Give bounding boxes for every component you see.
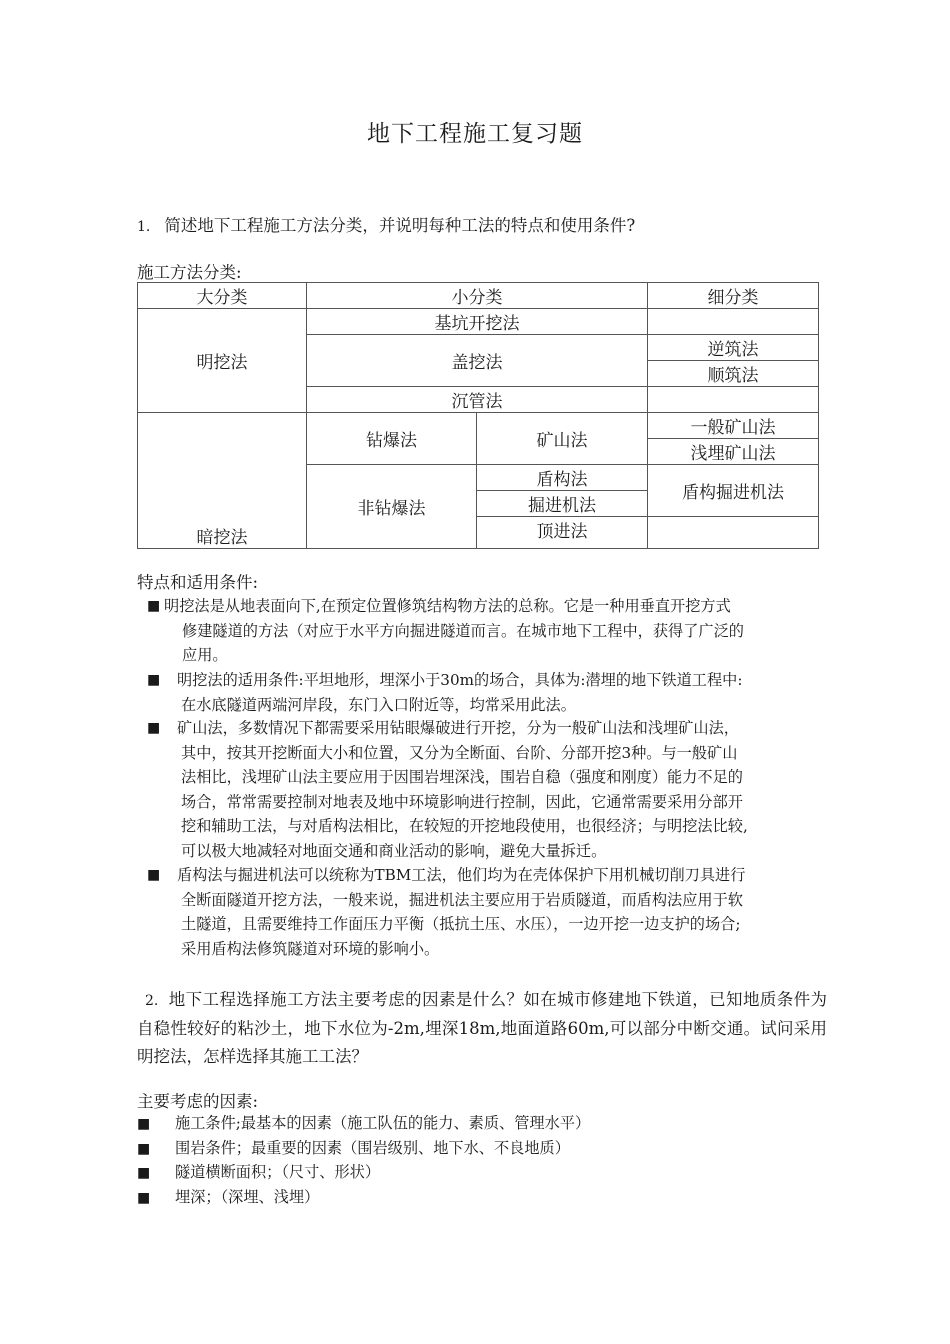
bullet-line: 全断面隧道开挖方法，一般来说，掘进机法主要应用于岩质隧道，而盾构法应用于软 (181, 890, 743, 909)
bullet-line: 盾构法与掘进机法可以统称为TBM工法，他们均为在壳体保护下用机械切削刀具进行 (177, 866, 746, 884)
cell-cover-excavation: 盖挖法 (307, 335, 648, 387)
bullet-line: 在水底隧道两端河岸段，东门入口附近等，均常采用此法。 (181, 695, 576, 714)
bullet-line: 其中，按其开挖断面大小和位置，又分为全断面、台阶、分部开挖3种。与一般矿山 (181, 743, 738, 762)
bullet-line: 法相比，浅埋矿山法主要应用于因围岩埋深浅，围岩自稳（强度和刚度）能力不足的 (181, 768, 743, 786)
factor-item (137, 1137, 570, 1158)
bullet-line: 场合，常常需要控制对地表及地中环境影响进行控制，因此，它通常需要采用分部开 (181, 792, 743, 811)
cell-pipe-jacking: 顶进法 (477, 517, 648, 549)
features-label: 特点和适用条件: (137, 573, 259, 592)
bullet-marker-icon: ■ (137, 1141, 151, 1157)
cell-shield-tbm: 盾构掘进机法 (648, 465, 819, 517)
bullet-marker-icon: ■ (137, 1165, 151, 1181)
cell-immersed-tube: 沉管法 (307, 387, 648, 413)
feature-bullet-shield-tbm (147, 863, 827, 961)
feature-bullet-open-cut-conditions (147, 668, 827, 717)
cell-underground-label: 暗挖法 (196, 528, 248, 548)
question-1 (137, 212, 635, 236)
factor-text: 埋深；（深埋、浅埋） (175, 1188, 320, 1206)
classification-label: 施工方法分类: (137, 263, 242, 282)
bullet-line: 明挖法是从地表面向下,在预定位置修筑结构物方法的总称。它是一种用垂直开挖方式 (164, 597, 731, 615)
factor-text: 围岩条件；最重要的因素（围岩级别、地下水、不良地质） (175, 1139, 570, 1157)
bullet-line: 采用盾构法修筑隧道对环境的影响小。 (181, 939, 440, 958)
feature-bullet-open-cut (147, 594, 827, 668)
cell-tbm: 掘进机法 (477, 491, 648, 517)
bullet-marker-icon: ■ (147, 598, 161, 614)
feature-bullet-mining (147, 716, 827, 863)
bullet-line: 矿山法，多数情况下都需要采用钻眼爆破进行开挖，分为一般矿山法和浅埋矿山法， (177, 719, 739, 737)
cell-general-mining: 一般矿山法 (648, 413, 819, 439)
factor-item (137, 1161, 380, 1182)
bullet-line: 挖和辅助工法，与对盾构法相比，在较短的开挖地段使用，也很经济；与明挖法比较, (181, 817, 748, 835)
bullet-line: 土隧道，且需要维持工作面压力平衡（抵抗土压、水压），一边开挖一边支护的场合; (181, 915, 741, 933)
table-row (138, 309, 819, 335)
cell-shield: 盾构法 (477, 465, 648, 491)
bullet-line: 明挖法的适用条件:平坦地形，埋深小于30m的场合，具体为:潜埋的地下铁道工程中: (177, 671, 743, 689)
question-1-text: 简述地下工程施工方法分类，并说明每种工法的特点和使用条件? (164, 216, 636, 235)
factor-item (137, 1112, 590, 1133)
factors-label: 主要考虑的因素: (137, 1092, 259, 1111)
header-detail: 细分类 (648, 283, 819, 309)
bullet-marker-icon: ■ (137, 1190, 151, 1206)
cell-non-drill-blast: 非钻爆法 (307, 465, 477, 549)
header-major: 大分类 (138, 283, 307, 309)
cell-foundation-pit: 基坑开挖法 (307, 309, 648, 335)
question-2-text: 地下工程选择施工方法主要考虑的因素是什么？如在城市修建地下铁道，已知地质条件为自稳性较好的粘沙土，地下水位为-2m,埋深18m,地面道路60m,可以部分中断交通。试问采用明挖法，怎样选择其施工工法？ (137, 990, 827, 1066)
bullet-line: 应用。 (182, 646, 228, 664)
document-title: 地下工程施工复习题 (367, 121, 583, 147)
cell-underground (138, 413, 307, 549)
cell-shallow-mining: 浅埋矿山法 (648, 439, 819, 465)
bullet-line: 修建隧道的方法（对应于水平方向掘进隧道而言。在城市地下工程中，获得了广泛的 (182, 621, 744, 640)
cell-top-down: 逆筑法 (648, 335, 819, 361)
question-2-number: 2. (145, 993, 159, 1009)
factor-item (137, 1186, 319, 1207)
bullet-marker-icon: ■ (147, 867, 161, 883)
bullet-marker-icon: ■ (147, 720, 161, 736)
cell-empty (648, 517, 819, 549)
cell-bottom-up: 顺筑法 (648, 361, 819, 387)
header-minor: 小分类 (307, 283, 648, 309)
bullet-marker-icon: ■ (147, 672, 161, 688)
classification-table (137, 282, 819, 549)
table-header-row (138, 283, 819, 309)
cell-open-cut: 明挖法 (138, 309, 307, 413)
question-1-number: 1. (137, 219, 151, 235)
cell-mining: 矿山法 (477, 413, 648, 465)
table-row (138, 413, 819, 439)
factor-text: 隧道横断面积；（尺寸、形状） (175, 1163, 381, 1181)
bullet-line: 可以极大地减轻对地面交通和商业活动的影响，避免大量拆迁。 (181, 841, 607, 860)
question-2 (137, 986, 827, 1071)
cell-empty (648, 309, 819, 335)
cell-empty (648, 387, 819, 413)
factor-text: 施工条件;最基本的因素（施工队伍的能力、素质、管理水平） (175, 1114, 591, 1132)
cell-drill-blast: 钻爆法 (307, 413, 477, 465)
bullet-marker-icon: ■ (137, 1116, 151, 1132)
